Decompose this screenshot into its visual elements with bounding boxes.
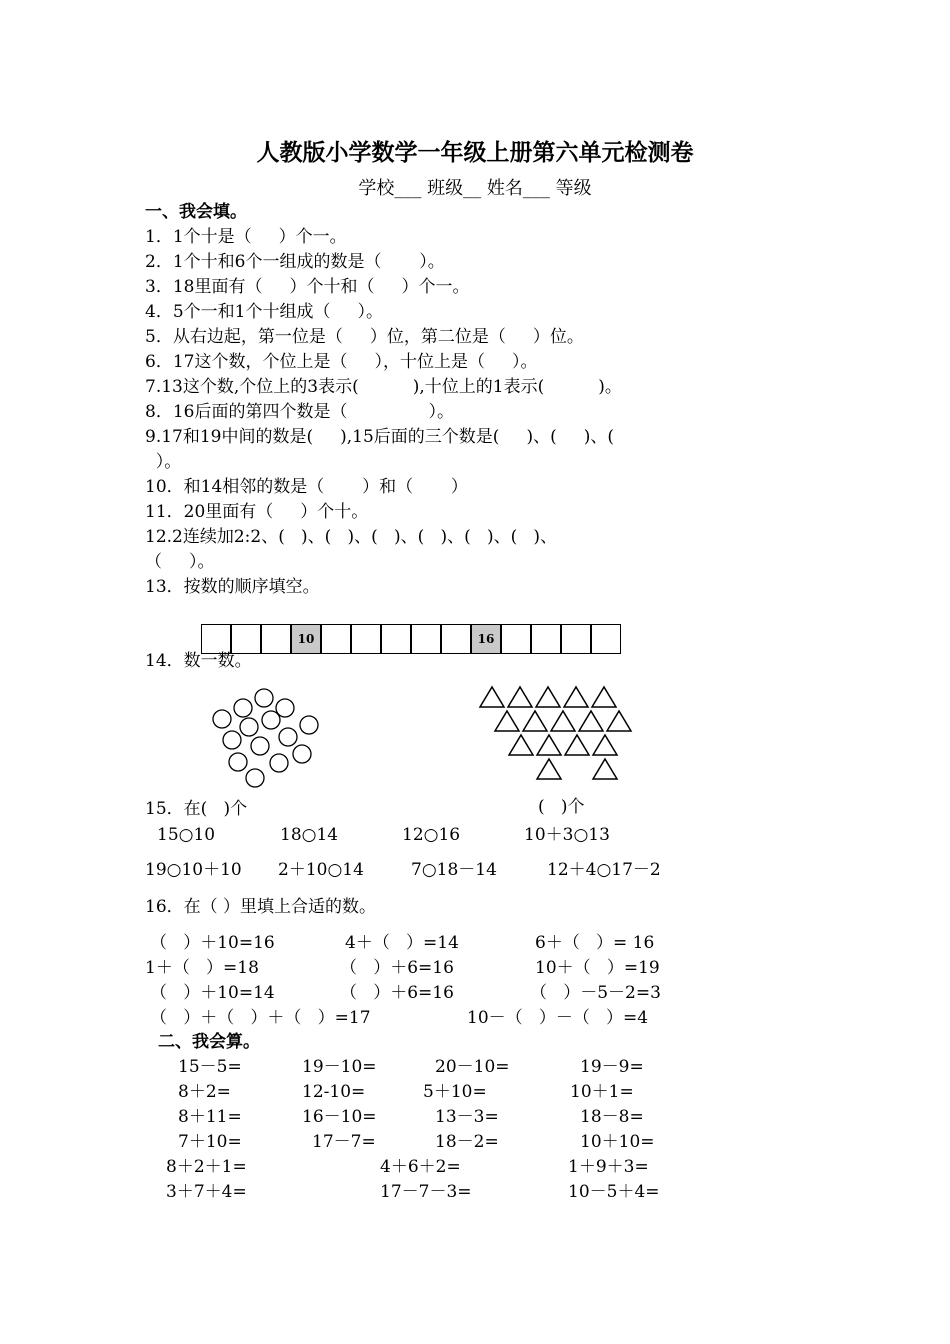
fill-blank-item: （ ）＋（ ）＋（ ）=17: [150, 1008, 371, 1028]
question-12: 12.2连续加2:2、( )、( )、( )、( )、( )、( )、: [145, 527, 558, 547]
calc-item: 4＋6＋2=: [380, 1157, 461, 1177]
fill-blank-item: 10－（ ）－（ ）=4: [467, 1008, 649, 1028]
calc-item: 20－10=: [435, 1057, 510, 1077]
fill-blank-item: （ ）＋6=16: [340, 958, 454, 978]
question-9: 9.17和19中间的数是( ),15后面的三个数是( )、( )、(: [145, 427, 615, 447]
calc-item: 17－7－3=: [380, 1182, 472, 1202]
fill-blank-item: 6＋（ ）= 16: [535, 933, 655, 953]
compare-item: 12○16: [402, 825, 461, 845]
compare-item: 12＋4○17－2: [547, 860, 661, 880]
triangles-figure: [475, 685, 645, 785]
question-13: 13．按数的顺序填空。: [145, 577, 320, 597]
calc-item: 8＋11=: [178, 1107, 242, 1127]
fill-blank-item: （ ）＋6=16: [340, 983, 454, 1003]
calc-item: 13－3=: [435, 1107, 499, 1127]
calc-item: 12-10=: [302, 1082, 366, 1102]
question-3: 3．18里面有（ ）个十和（ ）个一。: [145, 277, 470, 297]
question-11: 11．20里面有（ ）个十。: [145, 502, 369, 522]
compare-item: 10＋3○13: [524, 825, 610, 845]
sequence-box[interactable]: [351, 624, 381, 654]
calc-item: 5＋10=: [423, 1082, 487, 1102]
calc-item: 19－9=: [580, 1057, 644, 1077]
circles-figure: [205, 680, 335, 795]
calc-item: 3＋7＋4=: [166, 1182, 247, 1202]
calc-item: 19－10=: [302, 1057, 377, 1077]
sequence-box[interactable]: [591, 624, 621, 654]
question-16: 16．在（ ）里填上合适的数。: [145, 897, 377, 917]
compare-item: 2＋10○14: [278, 860, 364, 880]
calc-item: 10＋1=: [570, 1082, 634, 1102]
calc-item: 18－2=: [435, 1132, 499, 1152]
sequence-box[interactable]: [501, 624, 531, 654]
fill-blank-item: （ ）＋10=14: [150, 983, 275, 1003]
calc-item: 1＋9＋3=: [568, 1157, 649, 1177]
triangle-count: ( )个: [538, 797, 585, 817]
calc-item: 10－5＋4=: [568, 1182, 660, 1202]
sequence-box[interactable]: [561, 624, 591, 654]
calc-item: 18－8=: [580, 1107, 644, 1127]
question-6: 6．17这个数，个位上是（ ），十位上是（ ）。: [145, 352, 538, 372]
fill-blank-item: 10＋（ ）=19: [535, 958, 660, 978]
question-5: 5．从右边起，第一位是（ ）位，第二位是（ ）位。: [145, 327, 584, 347]
question-9-cont: ）。: [145, 452, 182, 472]
calc-item: 8＋2=: [178, 1082, 231, 1102]
compare-item: 19○10＋10: [145, 860, 242, 880]
calc-item: 16－10=: [302, 1107, 377, 1127]
question-4: 4．5个一和1个十组成（ ）。: [145, 302, 383, 322]
compare-item: 18○14: [280, 825, 339, 845]
sequence-box[interactable]: [321, 624, 351, 654]
sequence-box-16: 16: [471, 624, 501, 654]
question-10: 10．和14相邻的数是（ ）和（ ）: [145, 477, 468, 497]
question-12-cont: （ ）。: [145, 552, 215, 572]
question-7: 7.13这个数,个位上的3表示( ),十位上的1表示( )。: [145, 377, 622, 397]
number-sequence-strip: [201, 624, 631, 656]
calc-item: 7＋10=: [178, 1132, 242, 1152]
question-2: 2．1个十和6个一组成的数是（ ）。: [145, 252, 445, 272]
calc-item: 10＋10=: [580, 1132, 655, 1152]
fill-blank-item: 1＋（ ）=18: [145, 958, 259, 978]
compare-item: 7○18－14: [411, 860, 497, 880]
section-2-heading: 二、我会算。: [158, 1032, 260, 1052]
calc-item: 15－5=: [178, 1057, 242, 1077]
fill-blank-item: （ ）＋10=16: [150, 933, 275, 953]
question-14: 14．数一数。: [145, 651, 252, 671]
compare-item: 15○10: [157, 825, 216, 845]
fill-blank-item: （ ）－5－2=3: [530, 983, 661, 1003]
sequence-box[interactable]: [261, 624, 291, 654]
page-title: 人教版小学数学一年级上册第六单元检测卷: [256, 140, 694, 166]
calc-item: 17－7=: [312, 1132, 376, 1152]
student-info: 学校___ 班级__ 姓名___ 等级: [358, 178, 592, 199]
question-8: 8．16后面的第四个数是（ ）。: [145, 402, 455, 422]
sequence-box[interactable]: [531, 624, 561, 654]
sequence-box-10: 10: [291, 624, 321, 654]
question-15: 15．在( )个: [145, 799, 248, 819]
sequence-box[interactable]: [381, 624, 411, 654]
sequence-box[interactable]: [441, 624, 471, 654]
fill-blank-item: 4＋（ ）=14: [345, 933, 459, 953]
section-1-heading: 一、我会填。: [145, 202, 247, 222]
calc-item: 8＋2＋1=: [166, 1157, 247, 1177]
sequence-box[interactable]: [411, 624, 441, 654]
question-1: 1．1个十是（ ）个一。: [145, 227, 347, 247]
